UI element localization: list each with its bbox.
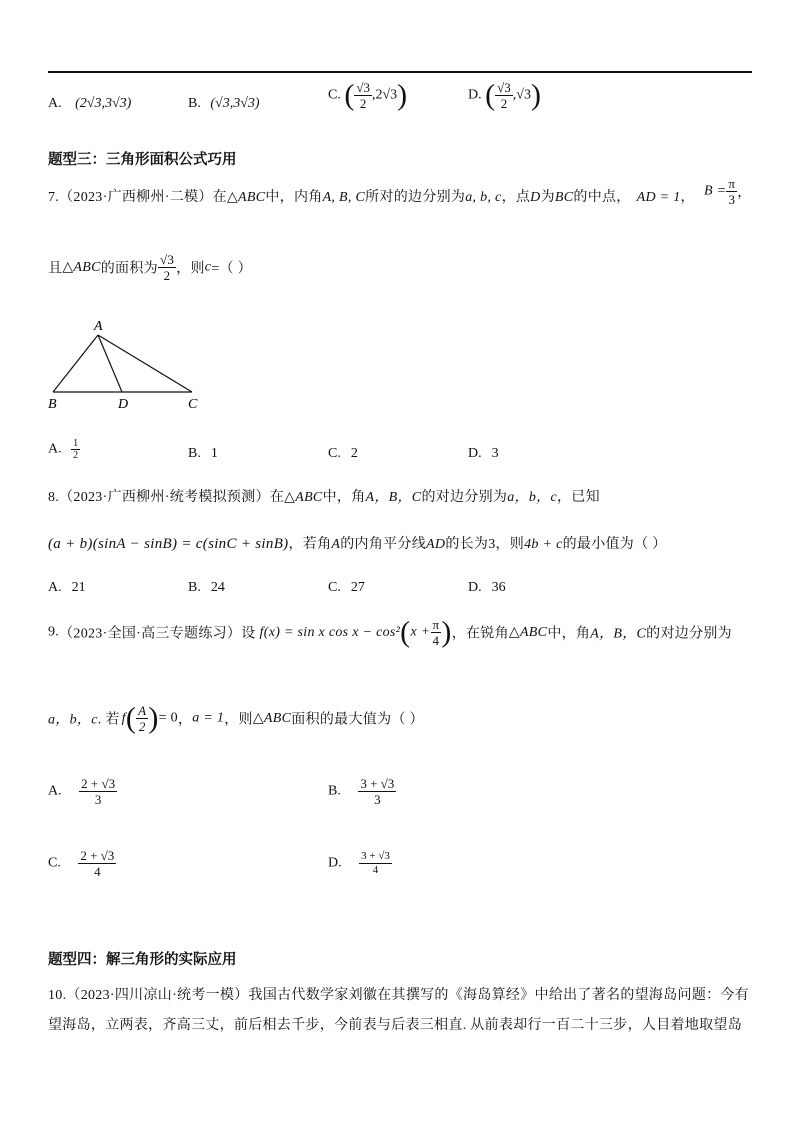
- text: 的最小值为（ ）: [562, 537, 667, 552]
- q10-line-1: [48, 984, 749, 1004]
- denominator: 4: [94, 864, 101, 879]
- math: f(x) = sin x cos x − cos²: [259, 624, 401, 640]
- text: 为: [540, 190, 555, 205]
- fraction: [78, 848, 116, 879]
- math: x +: [410, 624, 431, 640]
- option-value: 3: [491, 446, 499, 461]
- q7-option-a[interactable]: [48, 438, 80, 461]
- option-label: C.: [328, 446, 341, 461]
- text: ，则: [176, 261, 205, 277]
- q10-line-2: 望海岛，立两表，齐高三丈，前后相去千步，今前表与后表三相直. 从前表却行一百二十三步，人目着地取望岛: [48, 1018, 742, 1033]
- vertex-label-a: A: [94, 319, 103, 334]
- option-label: D.: [328, 855, 342, 871]
- numerator: 2 + √3: [80, 848, 115, 863]
- point-label-d: D: [118, 397, 129, 412]
- q6-option-c[interactable]: [328, 80, 407, 111]
- option-value: (2√3,3√3): [75, 96, 132, 111]
- option-label: B.: [188, 580, 201, 595]
- triangle-figure: [40, 318, 210, 412]
- math: a，b，c: [48, 712, 98, 728]
- fraction: [354, 80, 372, 111]
- numerator: √3: [356, 80, 370, 95]
- right-paren: ): [148, 701, 159, 735]
- text: 的长为3，则: [445, 537, 525, 552]
- math: B =: [704, 183, 727, 199]
- section-title-3: 题型三：三角形面积公式巧用: [48, 152, 237, 168]
- math: AD = 1: [636, 190, 681, 205]
- math: a, b, c: [465, 190, 502, 205]
- numerator: π: [728, 176, 736, 191]
- math: BC: [554, 190, 574, 205]
- option-label: A.: [48, 96, 62, 111]
- denominator: 2: [73, 450, 79, 461]
- fraction: [158, 252, 176, 283]
- question-source: （2023·广西柳州·二模）: [59, 190, 213, 205]
- fraction: [431, 617, 442, 648]
- side-ab: [53, 335, 98, 392]
- question-number: 9.: [48, 624, 60, 640]
- option-value: ,√3: [512, 87, 531, 103]
- option-value: 1: [210, 446, 218, 461]
- text: 且: [48, 261, 63, 277]
- text: 中，角: [547, 626, 591, 642]
- option-value: 24: [210, 580, 225, 595]
- fraction: [726, 176, 737, 207]
- q9-option-d[interactable]: [328, 850, 392, 877]
- numerator: 2 + √3: [81, 776, 116, 791]
- text: . 若: [97, 712, 120, 728]
- q7-option-c[interactable]: [328, 446, 358, 462]
- numerator: √3: [159, 252, 175, 267]
- q7-option-d[interactable]: [468, 446, 499, 462]
- q9-option-c[interactable]: [48, 848, 116, 879]
- q7-option-b[interactable]: [188, 446, 218, 462]
- q8-option-d[interactable]: [468, 580, 506, 596]
- option-label: A.: [48, 580, 62, 595]
- math: △ABC: [508, 625, 548, 640]
- denominator: 3: [94, 792, 102, 807]
- math: c: [204, 259, 212, 275]
- option-label: C.: [48, 855, 61, 871]
- option-label: D.: [468, 446, 482, 461]
- left-paren: (: [125, 701, 137, 735]
- numerator: √3: [497, 80, 511, 95]
- numerator: A: [138, 703, 147, 718]
- text: 中，内角: [265, 190, 323, 205]
- vertex-label-c: C: [188, 397, 198, 412]
- numerator: 1: [73, 438, 79, 449]
- q9-option-b[interactable]: [328, 776, 396, 807]
- text: 的面积为: [100, 261, 158, 277]
- q6-option-a[interactable]: [48, 96, 131, 112]
- denominator: 2: [500, 96, 508, 111]
- q9-line-1: [48, 617, 732, 648]
- q8-line-1: [48, 486, 600, 506]
- question-number: 10.: [48, 988, 67, 1003]
- option-label: C.: [328, 580, 341, 595]
- text: ，已知: [556, 490, 600, 505]
- math: △ABC: [284, 490, 323, 505]
- math: D: [530, 190, 541, 205]
- option-label: D.: [468, 580, 482, 595]
- right-paren: ): [397, 78, 408, 112]
- text: 的对边分别为: [421, 490, 508, 505]
- math: f: [121, 710, 126, 726]
- option-value: 36: [491, 580, 506, 595]
- left-paren: (: [344, 78, 355, 112]
- math: A: [331, 537, 341, 552]
- math: A，B，C: [365, 490, 422, 505]
- question-number: 7.: [48, 190, 60, 205]
- right-paren: ): [441, 615, 452, 649]
- text: =（ ）: [211, 261, 252, 277]
- text: 的对边分别为: [646, 626, 732, 642]
- denominator: 4: [372, 864, 379, 876]
- option-value: 2: [350, 446, 358, 461]
- math: AD: [426, 537, 446, 552]
- text: （2023·四川凉山·统考一模）我国古代数学家刘徽在其撰写的《海岛算经》中给出了著名的望海岛问题：今有: [66, 988, 750, 1003]
- text: 所对的边分别为: [365, 190, 466, 205]
- math: 4b + c: [524, 537, 563, 552]
- numerator: 3 + √3: [361, 850, 390, 862]
- q8-option-c[interactable]: [328, 580, 365, 596]
- option-label: C.: [328, 87, 341, 103]
- left-paren: (: [485, 78, 496, 112]
- fraction: [79, 776, 117, 807]
- math: a，b，c: [507, 490, 557, 505]
- denominator: 4: [432, 633, 440, 648]
- text: ，: [680, 190, 695, 205]
- text: 中，角: [322, 490, 366, 505]
- q6-option-d[interactable]: [468, 80, 541, 111]
- text: ，: [737, 185, 752, 201]
- math: A，B，C: [590, 626, 647, 642]
- math: △ABC: [226, 190, 266, 205]
- math: A, B, C: [322, 190, 366, 205]
- numerator: π: [432, 617, 440, 632]
- text: ，: [177, 712, 193, 728]
- denominator: 2: [163, 268, 171, 283]
- section-title-4: 题型四：解三角形的实际应用: [48, 952, 237, 968]
- q7-line-1: [48, 186, 695, 206]
- left-paren: (: [400, 615, 411, 649]
- q7-line-2: [48, 252, 252, 283]
- equation: (a + b)(sinA − sinB) = c(sinC + sinB): [48, 536, 289, 552]
- option-value: ,2√3: [371, 87, 398, 103]
- fraction: [359, 850, 392, 877]
- option-label: B.: [188, 446, 201, 461]
- text: ，若角: [288, 537, 332, 552]
- question-source: （2023·全国·高三专题练习）设: [59, 626, 256, 642]
- q9-option-a[interactable]: [48, 776, 117, 807]
- text: 在: [269, 490, 285, 505]
- question-source: （2023·广西柳州·统考模拟预测）: [59, 490, 270, 505]
- q9-line-2: [48, 703, 424, 734]
- math: △ABC: [252, 711, 292, 726]
- header-rule: [48, 71, 752, 73]
- question-number: 8.: [48, 490, 60, 505]
- denominator: 2: [359, 96, 367, 111]
- text: ，则: [224, 712, 253, 728]
- text: 的内角平分线: [340, 537, 427, 552]
- denominator: 2: [138, 719, 146, 734]
- option-label: B.: [328, 783, 341, 799]
- right-paren: ): [530, 78, 541, 112]
- option-value: 21: [71, 580, 86, 595]
- text: 在: [212, 190, 227, 205]
- option-label: B.: [188, 96, 201, 111]
- option-label: A.: [48, 441, 62, 457]
- fraction: [71, 438, 80, 461]
- math: △ABC: [62, 260, 101, 275]
- option-value: (√3,3√3): [210, 96, 260, 111]
- option-value: 27: [350, 580, 365, 595]
- math: = 0: [158, 710, 178, 726]
- denominator: 3: [374, 792, 381, 807]
- text: 的中点，: [573, 190, 631, 205]
- text: ，在锐角: [451, 626, 509, 642]
- vertex-label-b: B: [48, 397, 57, 412]
- denominator: 3: [728, 192, 736, 207]
- math: a = 1: [192, 710, 225, 726]
- option-label: A.: [48, 783, 62, 799]
- fraction: [358, 776, 396, 807]
- text: ，点: [501, 190, 531, 205]
- text: 面积的最大值为（ ）: [291, 712, 424, 728]
- numerator: 3 + √3: [360, 776, 395, 791]
- median-ad: [98, 335, 122, 392]
- q6-option-b[interactable]: [188, 96, 260, 112]
- q8-line-2: [48, 533, 667, 553]
- option-label: D.: [468, 87, 482, 103]
- side-ac: [98, 335, 192, 392]
- fraction: [495, 80, 513, 111]
- q8-option-b[interactable]: [188, 580, 225, 596]
- q7-b-equals: [704, 176, 752, 207]
- q8-option-a[interactable]: [48, 580, 86, 596]
- fraction: [136, 703, 148, 734]
